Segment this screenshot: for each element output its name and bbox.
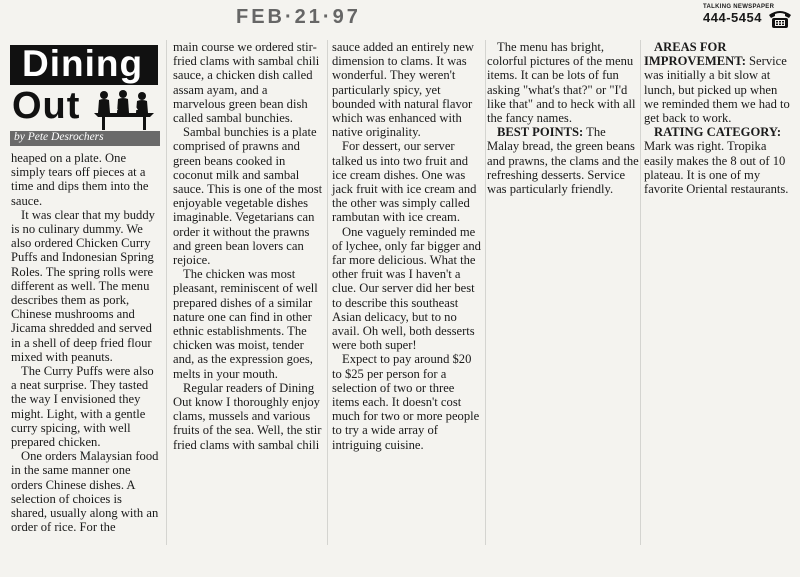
paragraph: One orders Malaysian food in the same manner one orders Chinese dishes. A selection of choices is shared, usually along with an order of rice. For the — [11, 449, 159, 535]
column-masthead — [10, 45, 160, 153]
areas-label: AREAS FOR IMPROVEMENT: — [644, 40, 746, 69]
paragraph: heaped on a plate. One simply tears off pieces at a time and dips them into the sauce. — [11, 151, 149, 208]
best-points-paragraph — [487, 125, 639, 196]
column-rule — [640, 40, 641, 545]
paragraph: The menu has bright, colorful pictures of the menu items. It can be lots of fun asking "what's that?" or "I'd like that" and to heck with all the fancy names. — [487, 40, 636, 126]
article-column-1 — [11, 151, 161, 534]
areas-paragraph — [644, 40, 794, 125]
best-points-label: BEST POINTS: — [497, 125, 584, 140]
article-column-5 — [644, 40, 794, 196]
diners-at-table-icon — [92, 89, 156, 131]
column-rule — [166, 40, 167, 545]
talking-newspaper-label: TALKING NEWSPAPER — [703, 4, 775, 10]
paragraph: sauce added an entirely new dimension to clams. It was wonderful. They weren't particularly spicy, yet bounded with natural flavor which was enhanced with native originality. — [332, 40, 474, 140]
byline: by Pete Desrochers — [14, 131, 104, 143]
telephone-icon — [767, 8, 793, 30]
rating-text: Mark was right. Tropika easily makes the 8 out of 10 plateau. It is one of my favorite Oriental restaurants. — [644, 139, 789, 197]
column-rule — [485, 40, 486, 545]
paragraph: main course we ordered stir-fried clams with sambal chili sauce, a chicken dish called assam ayam, and a marvelous green bean dish called sambal bunchies. — [173, 40, 320, 126]
paragraph: It was clear that my buddy is no culinary dummy. We also ordered Chicken Curry Puffs and Indonesian Spring Roles. The spring rolls were different as well. The menu describes them as pork, Chinese mushrooms and Jicama shredded and served in a shell of deep fried flour mixed with peanuts. — [11, 207, 155, 364]
date-header: FEB·21·97 — [236, 6, 361, 28]
article-column-3 — [332, 40, 484, 452]
paragraph: Sambal bunchies is a plate comprised of prawns and green beans cooked in coconut milk and sambal sauce. This is one of the most enjoyable vegetable dishes imaginable. Vegetarians can order it without the prawns and green bean lovers can rejoice. — [173, 125, 323, 268]
paragraph: The chicken was most pleasant, reminiscent of well prepared dishes of a similar nature one can find in other ethnic establishments. The chicken was moist, tender and, as the expression goes, melts in your mouth. — [173, 267, 318, 381]
rating-paragraph — [644, 125, 794, 196]
article-column-2 — [173, 40, 323, 452]
talking-newspaper — [703, 4, 795, 34]
byline-bar — [10, 131, 160, 146]
paragraph: For dessert, our server talked us into two fruit and ice cream dishes. One was jack fruit with ice cream and the other was simply called rambutan with ice cream. — [332, 139, 477, 225]
best-points-text: The Malay bread, the green beans and prawns, the clams and the refreshing desserts. Service was particularly friendly. — [487, 125, 639, 197]
paragraph: The Curry Puffs were also a neat surprise. They tasted the way I envisioned they might. Light, with a gentle curry spicing, with well prepared chicken. — [11, 364, 154, 450]
column-rule — [327, 40, 328, 545]
paragraph: Expect to pay around $20 to $25 per person for a selection of two or three items each. It doesn't cost much for two or more people to try a wide array of intriguing cuisine. — [332, 352, 480, 452]
masthead-title-box — [10, 45, 158, 85]
areas-text: Service was initially a bit slow at lunch, but picked up when we reminded them we had to get back to work. — [644, 54, 790, 126]
paragraph: One vaguely reminded me of lychee, only far bigger and far more delicious. What the other fruit was I haven't a clue. Our server did her best to describe this southeast Asian delicacy, but to no avail. Oh well, both desserts were both super! — [332, 224, 481, 353]
paragraph: Regular readers of Dining Out know I thoroughly enjoy clams, mussels and various fruits of the sea. Well, the stir fried clams with sambal chili — [173, 380, 322, 452]
masthead-title-out: Out — [12, 85, 81, 127]
masthead-title-dining: Dining — [22, 43, 144, 84]
article-column-4 — [487, 40, 639, 196]
rating-label: RATING CATEGORY: — [654, 125, 782, 140]
talking-newspaper-number: 444-5454 — [703, 10, 762, 25]
